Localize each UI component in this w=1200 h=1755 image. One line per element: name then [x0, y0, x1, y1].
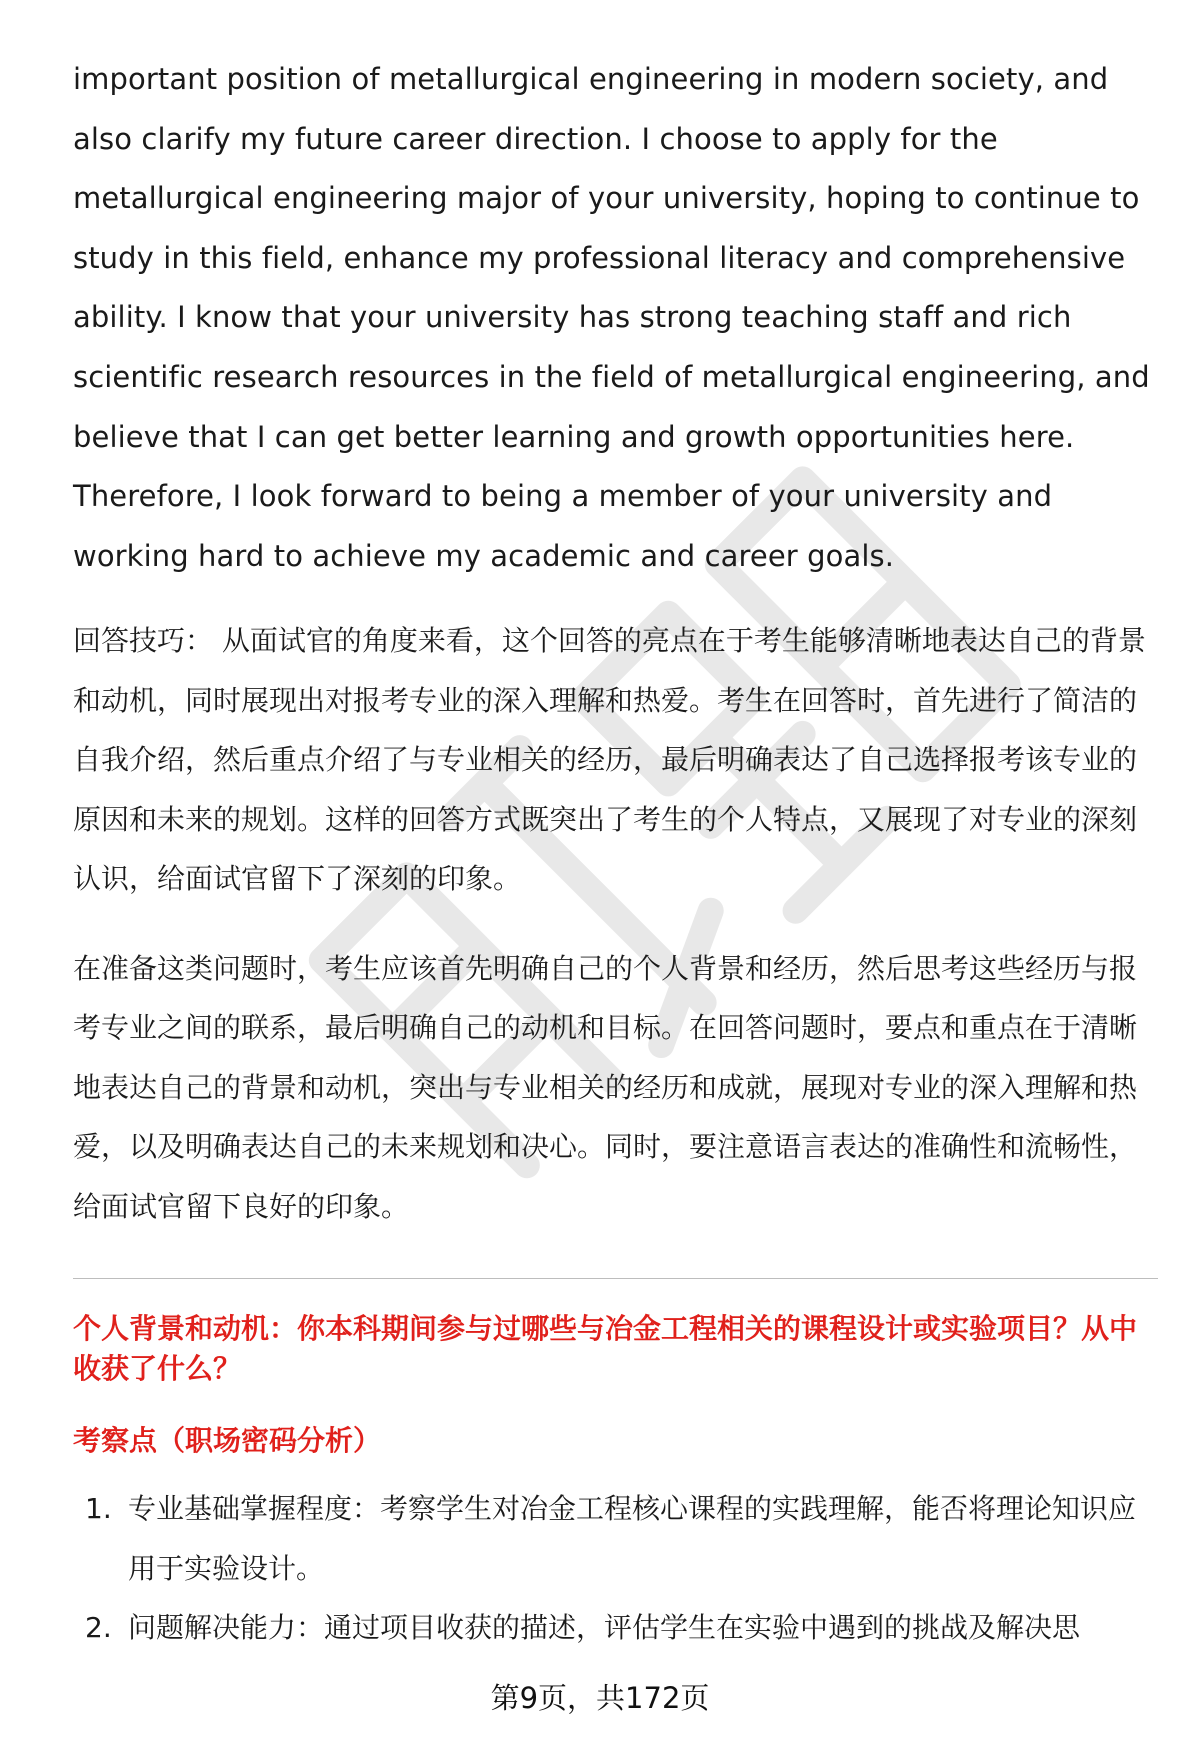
assessment-heading: 考察点（职场密码分析）: [73, 1424, 382, 1458]
assessment-point-item: [73, 1598, 1158, 1658]
preparation-advice-paragraph: 在准备这类问题时，考生应该首先明确自己的个人背景和经历，然后思考这些经历与报考专业之间的联系，最后明确自己的动机和目标。在回答问题时，要点和重点在于清晰地表达自己的背景和动机，突出与专业相关的经历和成就，展现对专业的深入理解和热爱，以及明确表达自己的未来规划和决心。同时，要注意语言表达的准确性和流畅性，给面试官留下良好的印象。: [73, 951, 1138, 1223]
section-divider: [73, 1278, 1158, 1279]
document-body: [73, 50, 1158, 1658]
point-text: 专业基础掌握程度：考察学生对冶金工程核心课程的实践理解，能否将理论知识应用于实验设计。: [128, 1492, 1137, 1585]
assessment-point-item: [73, 1479, 1158, 1598]
english-answer-paragraph: important position of metallurgical engineering in modern society, and also clarify my future career direction. I choose to apply for the metallurgical engineering major of your university, hoping to continue to study in this field, enhance my professional literacy and comprehensive ability. I know that your university has strong teaching staff and rich scientific research resources in the field of metallurgical engineering, and believe that I can get better learning and growth opportunities here. Therefore, I look forward to being a member of your university and working hard to achieve my academic and career goals.: [73, 62, 1150, 573]
point-text: 问题解决能力：通过项目收获的描述，评估学生在实验中遇到的挑战及解决思: [128, 1611, 1081, 1645]
question-heading: 个人背景和动机：你本科期间参与过哪些与冶金工程相关的课程设计或实验项目？从中收获了什么？: [73, 1312, 1138, 1386]
answer-tip-paragraph: 回答技巧： 从面试官的角度来看，这个回答的亮点在于考生能够清晰地表达自己的背景和动机，同时展现出对报考专业的深入理解和热爱。考生在回答时，首先进行了简洁的自我介绍，然后重点介绍了与专业相关的经历，最后明确表达了自己选择报考该专业的原因和未来的规划。这样的回答方式既突出了考生的个人特点，又展现了对专业的深刻认识，给面试官留下了深刻的印象。: [73, 624, 1146, 896]
point-number: 1.: [85, 1492, 112, 1526]
assessment-point-list: [73, 1479, 1158, 1658]
point-number: 2.: [85, 1611, 112, 1645]
page-indicator: 第9页，共172页: [490, 1681, 710, 1715]
